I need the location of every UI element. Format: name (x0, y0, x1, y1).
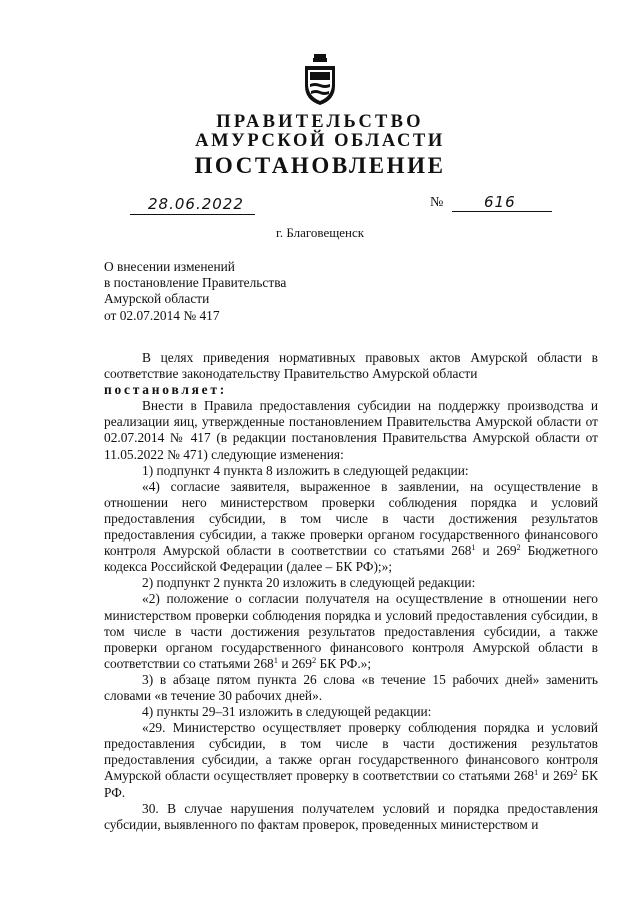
number-sign: № (430, 195, 444, 210)
subject-line: в постановление Правительства (104, 275, 287, 291)
item-1-quote: «4) согласие заявителя, выраженное в заявлении, на осуществление в отношении него министерством проверки соблюдения порядка и условий предоставления субсидии, в том числе в части достижения результатов предоставления субсидии, а также проверки органом государственного финансового контроля Амурской области в соответствии со статьями $268^1$ и $269^2$ Бюджетного кодекса Российской Федерации (далее – БК РФ);»; (104, 478, 599, 575)
document-body (104, 350, 598, 833)
item-4: 4) пункты 29–31 изложить в следующей редакции: (142, 704, 432, 720)
subject-line: Амурской области (104, 291, 210, 307)
government-title: ПРАВИТЕЛЬСТВО (216, 112, 424, 132)
number-underline (452, 211, 552, 212)
intro-paragraph: В целях приведения нормативных правовых актов Амурской области в соответствие законодательству Правительство Амурской области (104, 350, 598, 382)
item-2: 2) подпункт 2 пункта 20 изложить в следующей редакции: (142, 575, 476, 591)
clause-29: «29. Министерство осуществляет проверку соблюдения порядка и условий предоставления субсидии, в том числе в части достижения результатов предоставления субсидии, а также орган государственного финансового контроля Амурской области осуществляет проверку в соответствии со статьями $268^1$ и $269^2$ БК РФ. (104, 720, 599, 800)
main-paragraph: Внести в Правила предоставления субсидии на поддержку производства и реализации яиц, утвержденные постановлением Правительства Амурской области от 02.07.2014 № 417 (в редакции постановления Правительства Амурской области от 11.05.2022 № 471) следующие изменения: (104, 398, 598, 462)
document-date: 28.06.2022 (148, 195, 244, 213)
city: г. Благовещенск (275, 225, 365, 240)
item-3: 3) в абзаце пятом пункта 26 слова «в течение 15 рабочих дней» заменить словами «в течение 30 рабочих дней». (104, 671, 598, 703)
document-number: 616 (484, 193, 516, 211)
coat-of-arms-emblem (302, 54, 338, 106)
document-type: ПОСТАНОВЛЕНИЕ (194, 153, 446, 178)
document-subject (104, 259, 286, 324)
item-1: 1) подпункт 4 пункта 8 изложить в следующей редакции: (142, 462, 469, 478)
subject-line: О внесении изменений (104, 259, 235, 274)
item-2-quote: «2) положение о согласии получателя на осуществление в отношении него министерством проверки соблюдения порядка и условий предоставления субсидии, в том числе в части достижения результатов предоставления субсидии, а также проверки органом государственного финансового контроля Амурской области в соответствии со статьями $268^1$ и $269^2$ БК РФ.»; (104, 591, 598, 671)
date-underline (130, 214, 255, 215)
clause-30: 30. В случае нарушения получателем условий и порядка предоставления субсидии, выявленного по фактам проверок, проведенных министерством и (104, 800, 598, 832)
region-title: АМУРСКОЙ ОБЛАСТИ (195, 131, 445, 151)
subject-line: от 02.07.2014 № 417 (104, 307, 220, 323)
resolves-keyword: постановляет: (104, 382, 228, 398)
